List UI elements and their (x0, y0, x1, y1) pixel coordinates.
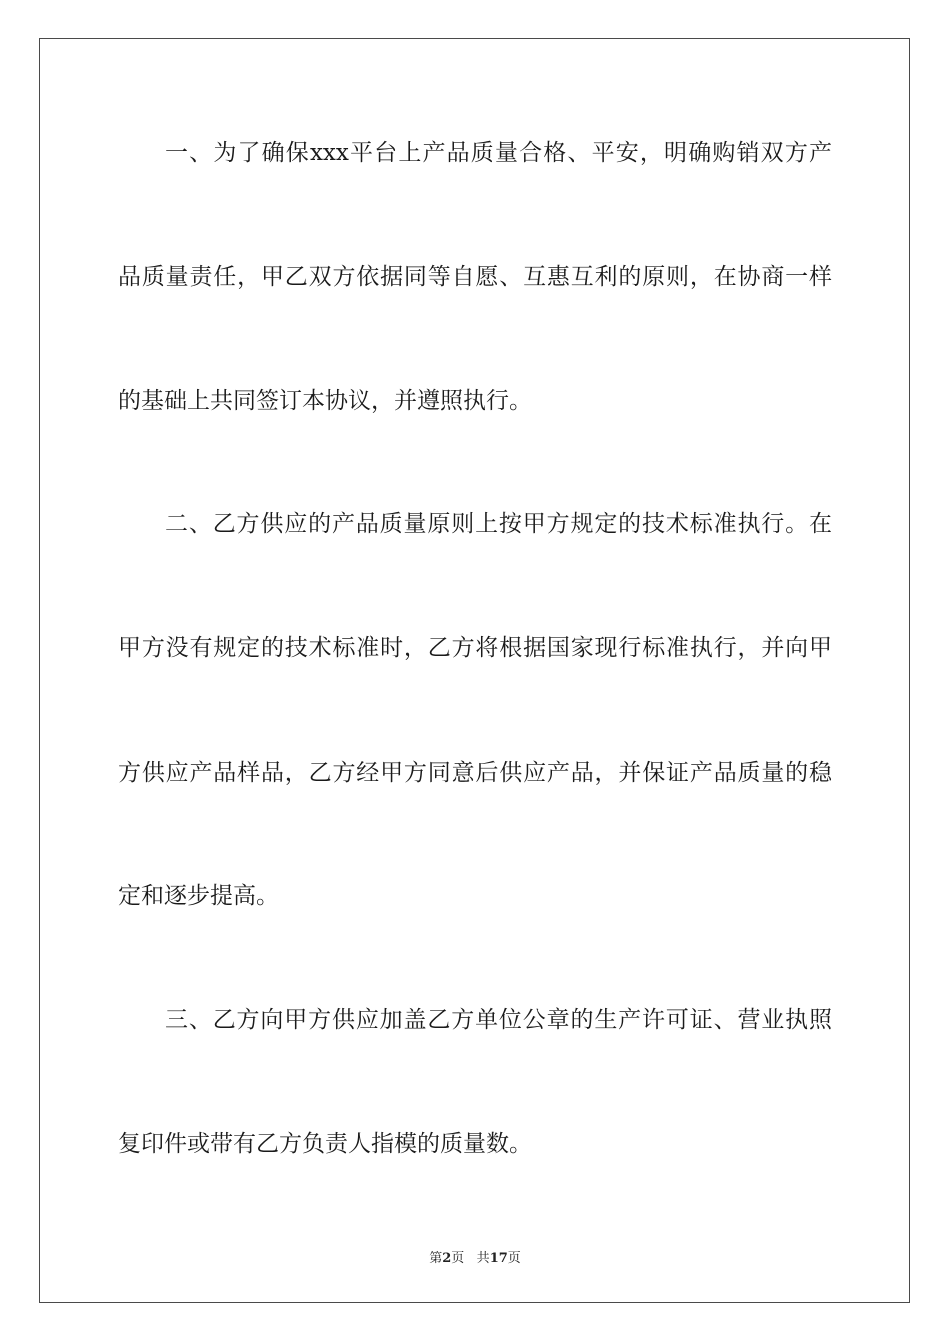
paragraph-3-line-2: 复印件或带有乙方负责人指模的质量数。 (118, 1131, 532, 1157)
paragraph-3-line-1: 三、乙方向甲方供应加盖乙方单位公章的生产许可证、营业执照 (165, 1007, 832, 1033)
footer-total-pages: 17 (489, 1251, 508, 1266)
paragraph-1-line-1: 一、为了确保xxx平台上产品质量合格、平安，明确购销双方产 (165, 140, 832, 166)
footer-total-prefix: 共 (476, 1251, 490, 1266)
footer-page-prefix: 第 (429, 1251, 443, 1266)
paragraph-1-line-3: 的基础上共同签订本协议，并遵照执行。 (118, 388, 532, 414)
paragraph-2-line-2: 甲方没有规定的技术标准时，乙方将根据国家现行标准执行，并向甲 (118, 635, 832, 661)
footer-total-suffix: 页 (507, 1251, 521, 1266)
page-border (39, 38, 910, 1303)
paragraph-2-line-4: 定和逐步提高。 (118, 883, 279, 909)
paragraph-2-line-1: 二、乙方供应的产品质量原则上按甲方规定的技术标准执行。在 (165, 511, 832, 537)
page-footer (0, 1247, 950, 1266)
paragraph-1-line-2: 品质量责任，甲乙双方依据同等自愿、互惠互利的原则，在协商一样 (118, 264, 832, 290)
footer-page-suffix: 页 (451, 1251, 465, 1266)
footer-page-number: 2 (442, 1251, 452, 1266)
paragraph-2-line-3: 方供应产品样品，乙方经甲方同意后供应产品，并保证产品质量的稳 (118, 760, 832, 786)
